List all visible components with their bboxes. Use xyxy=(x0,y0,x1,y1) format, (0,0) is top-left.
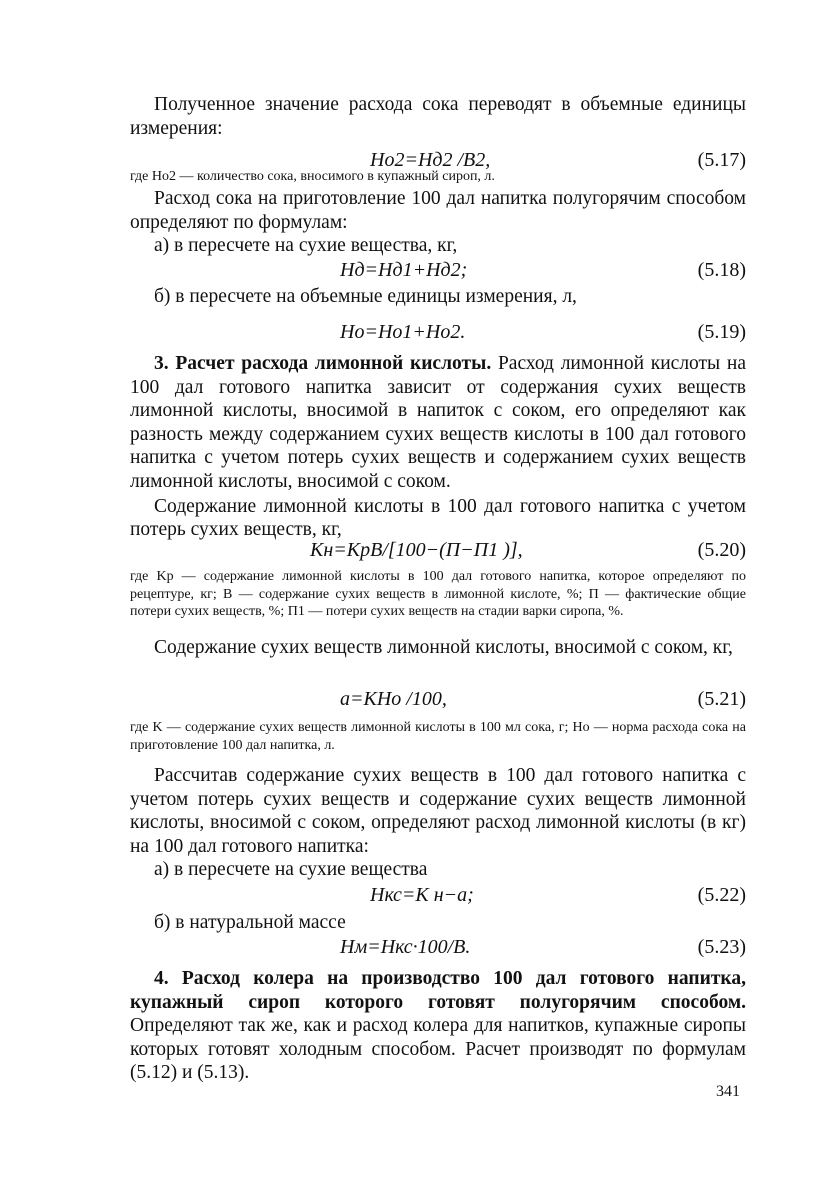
paragraph-juice-consumption: Расход сока на приготовление 100 дал напитка полугорячим способом определяют по формулам: а) в пересчете на сухие вещества, кг, xyxy=(130,188,746,257)
section-citric-acid: 3. Расчет расхода лимонной кислоты. Расход лимонной кислоты на 100 дал готового напитка зависит от содержания сухих веществ лимонной кислоты, вносимой в напиток с соком, его определяют как разность между содержанием сухих веществ кислоты в 100 дал готового напитка с учетом потерь сухих веществ и содержанием сухих веществ лимонной кислоты, вносимой с соком. Содержание лимонной кислоты в 100 дал готового напитка с учетом потерь сухих веществ, кг, xyxy=(130,353,746,541)
equation-formula: Hд=Hд1+Hд2; xyxy=(340,259,468,281)
equation-formula: Hкс=K н−a; xyxy=(370,884,474,906)
equation-number: (5.19) xyxy=(697,321,746,343)
equation-number: (5.20) xyxy=(697,539,746,561)
equation-number: (5.17) xyxy=(697,149,746,171)
note-5-20: где Kр — содержание лимонной кислоты в 100 дал готового напитка, которое определяют по рецептуре, кг; B — содержание сухих веществ в лимонной кислоте, %; П — фактические общие потери сухих веществ, %; П1 — потери сухих веществ на стадии варки сиропа, %. xyxy=(130,569,746,620)
equation-5-23 xyxy=(130,933,746,961)
equation-5-20 xyxy=(130,536,746,564)
section-heading: 3. Расчет расхода лимонной кислоты. xyxy=(154,353,492,374)
equation-number: (5.22) xyxy=(697,884,746,906)
equation-formula: Hм=Hкс·100/B. xyxy=(340,936,471,958)
section-caramel-color: 4. Расход колера на производство 100 дал готового напитка, купажный сироп которого готовят полугорячим способом. Определяют так же, как и расход колера для напитков, купажные сиропы которых готовят холодным способом. Расчет производят по формулам (5.12) и (5.13). xyxy=(130,968,746,1084)
note-5-17: где Hо2 — количество сока, вносимого в купажный сироп, л. xyxy=(130,169,495,184)
section-heading: 4. Расход колера на производство 100 дал готового напитка, купажный сироп которого готовят полугорячим способом. xyxy=(130,968,746,1013)
equation-formula: Kн=KрB/[100−(П−П1 )], xyxy=(310,539,523,561)
equation-formula: a=KHо /100, xyxy=(340,688,447,710)
equation-number: (5.23) xyxy=(697,936,746,958)
equation-5-22 xyxy=(130,881,746,909)
paragraph-juice-volume: Полученное значение расхода сока переводят в объемные единицы измерения: xyxy=(130,94,746,139)
equation-formula: Hо=Hо1+Hо2. xyxy=(340,321,466,343)
equation-number: (5.18) xyxy=(697,259,746,281)
equation-5-21 xyxy=(130,685,746,713)
equation-number: (5.21) xyxy=(697,688,746,710)
equation-5-18 xyxy=(130,256,746,284)
paragraph-acid-calculation: Рассчитав содержание сухих веществ в 100 дал готового напитка с учетом потерь сухих веществ и содержание сухих веществ лимонной кислоты, вносимой с соком, определяют расход лимонной кислоты (в кг) на 100 дал готового напитка: а) в пересчете на сухие вещества xyxy=(130,765,746,881)
page-number: 341 xyxy=(716,1083,740,1100)
equation-5-19 xyxy=(130,318,746,346)
equation-formula: Hо2=Hд2 /B2, xyxy=(370,149,491,171)
list-item-volume-units: б) в пересчете на объемные единицы измерения, л, xyxy=(154,286,577,307)
list-item-natural-mass: б) в натуральной массе xyxy=(154,912,346,933)
paragraph-acid-with-juice: Содержание сухих веществ лимонной кислоты, вносимой с соком, кг, xyxy=(154,637,733,658)
note-5-21: где K — содержание сухих веществ лимонной кислоты в 100 мл сока, г; Hо — норма расхода сока на приготовление 100 дал напитка, л. xyxy=(130,720,746,753)
